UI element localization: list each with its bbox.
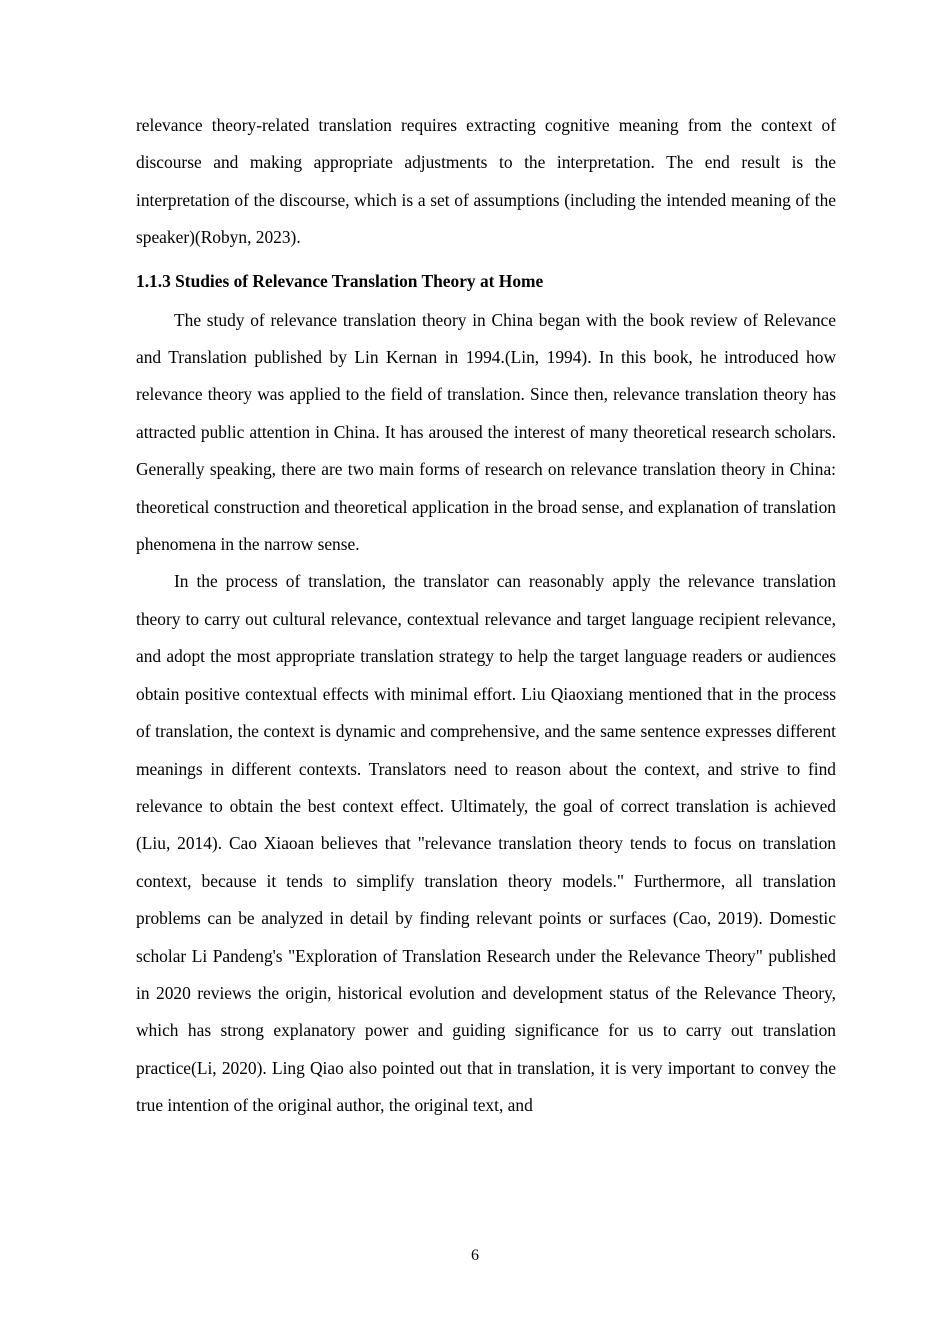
body-paragraph-2: In the process of translation, the translator can reasonably apply the relevance translation theory to carry out cultural relevance, contextual relevance and target language recipient relevance, and adopt the most appropriate translation strategy to help the target language readers or audiences obtain positive contextual effects with minimal effort. Liu Qiaoxiang mentioned that in the process of translation, the context is dynamic and comprehensive, and the same sentence expresses different meanings in different contexts. Translators need to reason about the context, and strive to find relevance to obtain the best context effect. Ultimately, the goal of correct translation is achieved (Liu, 2014). Cao Xiaoan believes that "relevance translation theory tends to focus on translation context, because it tends to simplify translation theory models." Furthermore, all translation problems can be analyzed in detail by finding relevant points or surfaces (Cao, 2019). Domestic scholar Li Pandeng's "Exploration of Translation Research under the Relevance Theory" published in 2020 reviews the origin, historical evolution and development status of the Relevance Theory, which has strong explanatory power and guiding significance for us to carry out translation practice(Li, 2020). Ling Qiao also pointed out that in translation, it is very important to convey the true intention of the original author, the original text, and <box>136 571 836 1116</box>
continued-paragraph: relevance theory-related translation requires extracting cognitive meaning from the context of discourse and making appropriate adjustments to the interpretation. The end result is the interpretation of the discourse, which is a set of assumptions (including the intended meaning of the speaker)(Robyn, 2023). <box>136 115 836 248</box>
document-page <box>136 107 836 1125</box>
section-heading: 1.1.3 Studies of Relevance Translation Theory at Home <box>136 270 544 291</box>
page-number: 6 <box>471 1247 479 1264</box>
body-paragraph-1: The study of relevance translation theory in China began with the book review of Relevance and Translation published by Lin Kernan in 1994.(Lin, 1994). In this book, he introduced how relevance theory was applied to the field of translation. Since then, relevance translation theory has attracted public attention in China. It has aroused the interest of many theoretical research scholars. Generally speaking, there are two main forms of research on relevance translation theory in China: theoretical construction and theoretical application in the broad sense, and explanation of translation phenomena in the narrow sense. <box>136 309 836 555</box>
